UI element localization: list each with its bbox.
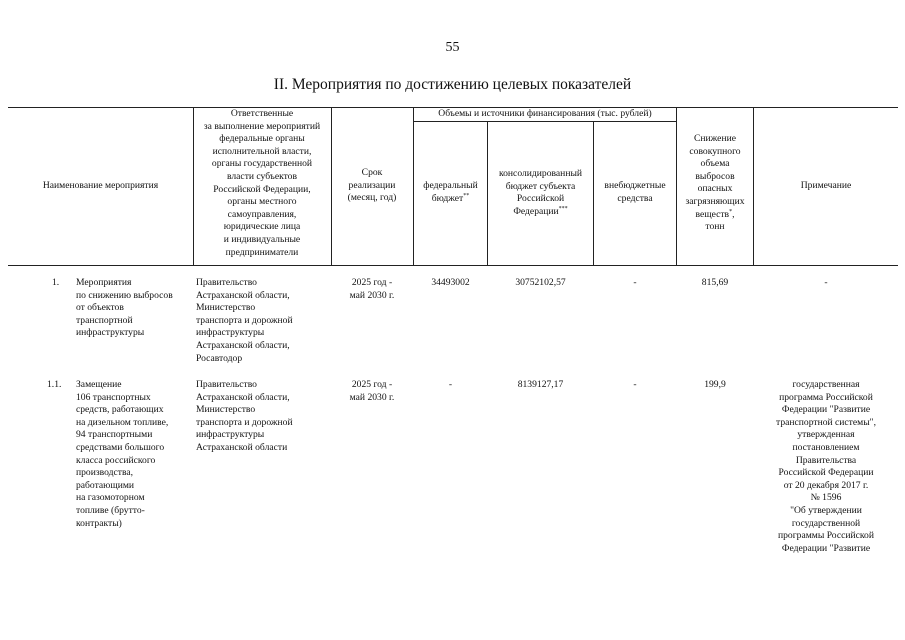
row-extra-budget: - xyxy=(633,277,637,288)
row-term: 2025 год - май 2030 г. xyxy=(349,277,395,301)
row-responsible: Правительство Астраханской области, Министерство транспорта и дорожной инфраструктуры Астраханской области, Росавтодор xyxy=(196,277,293,364)
row-consolidated: 8139127,17 xyxy=(517,379,564,390)
section-title: II. Мероприятия по достижению целевых показателей xyxy=(273,76,632,93)
row-note: - xyxy=(824,277,828,288)
header-responsible: Ответственные за выполнение мероприятий федеральные органы исполнительной власти, органы государственной власти субъектов Российской Федерации, органы местного самоуправления, юридические лица и индивидуальные предприниматели xyxy=(203,108,321,258)
header-term: Срок реализации (месяц, год) xyxy=(347,167,397,204)
row-note: государственная программа Российской Федерации "Развитие транспортной системы", утвержденная постановлением Правительства Российской Федерации от 20 декабря 2017 г. № 1596 "Об утверждении государственной программы Российской Федерации "Развитие xyxy=(776,379,876,554)
row-name: Мероприятия по снижению выбросов от объектов транспортной инфраструктуры xyxy=(76,277,173,339)
row-reduction: 199,9 xyxy=(704,379,726,390)
row-federal: - xyxy=(448,379,453,390)
row-number: 1.1. xyxy=(47,379,62,390)
header-bottom-border xyxy=(8,265,898,266)
row-name: Замещение 106 транспортных средств, работающих на дизельном топливе, 94 транспортными средствами большого класса российского производства, работающими на газомоторном топливе (брутто- контракты) xyxy=(76,379,169,529)
row-extra-budget: - xyxy=(633,379,637,390)
header-funding-group: Объемы и источники финансирования (тыс. рублей) xyxy=(438,108,652,119)
header-consolidated: консолидированный бюджет субъекта Российской Федерации*** xyxy=(498,168,583,217)
row-consolidated: 30752102,57 xyxy=(515,277,566,288)
row-responsible: Правительство Астраханской области, Министерство транспорта и дорожной инфраструктуры Астраханской области xyxy=(196,379,293,453)
header-extra-budget: внебюджетные средства xyxy=(604,180,666,204)
row-term: 2025 год - май 2030 г. xyxy=(349,379,395,403)
header-reduction: Снижение совокупного объема выбросов опасных загрязняющих веществ*, тонн xyxy=(685,133,745,233)
row-federal: 34493002 xyxy=(431,277,470,288)
row-reduction: 815,69 xyxy=(701,277,729,288)
funding-group-divider xyxy=(413,121,676,122)
page-number: 55 xyxy=(445,40,460,55)
header-note: Примечание xyxy=(800,180,852,191)
header-name: Наименование мероприятия xyxy=(42,180,159,191)
header-federal: федеральный бюджет** xyxy=(423,180,478,204)
row-number: 1. xyxy=(52,277,60,288)
